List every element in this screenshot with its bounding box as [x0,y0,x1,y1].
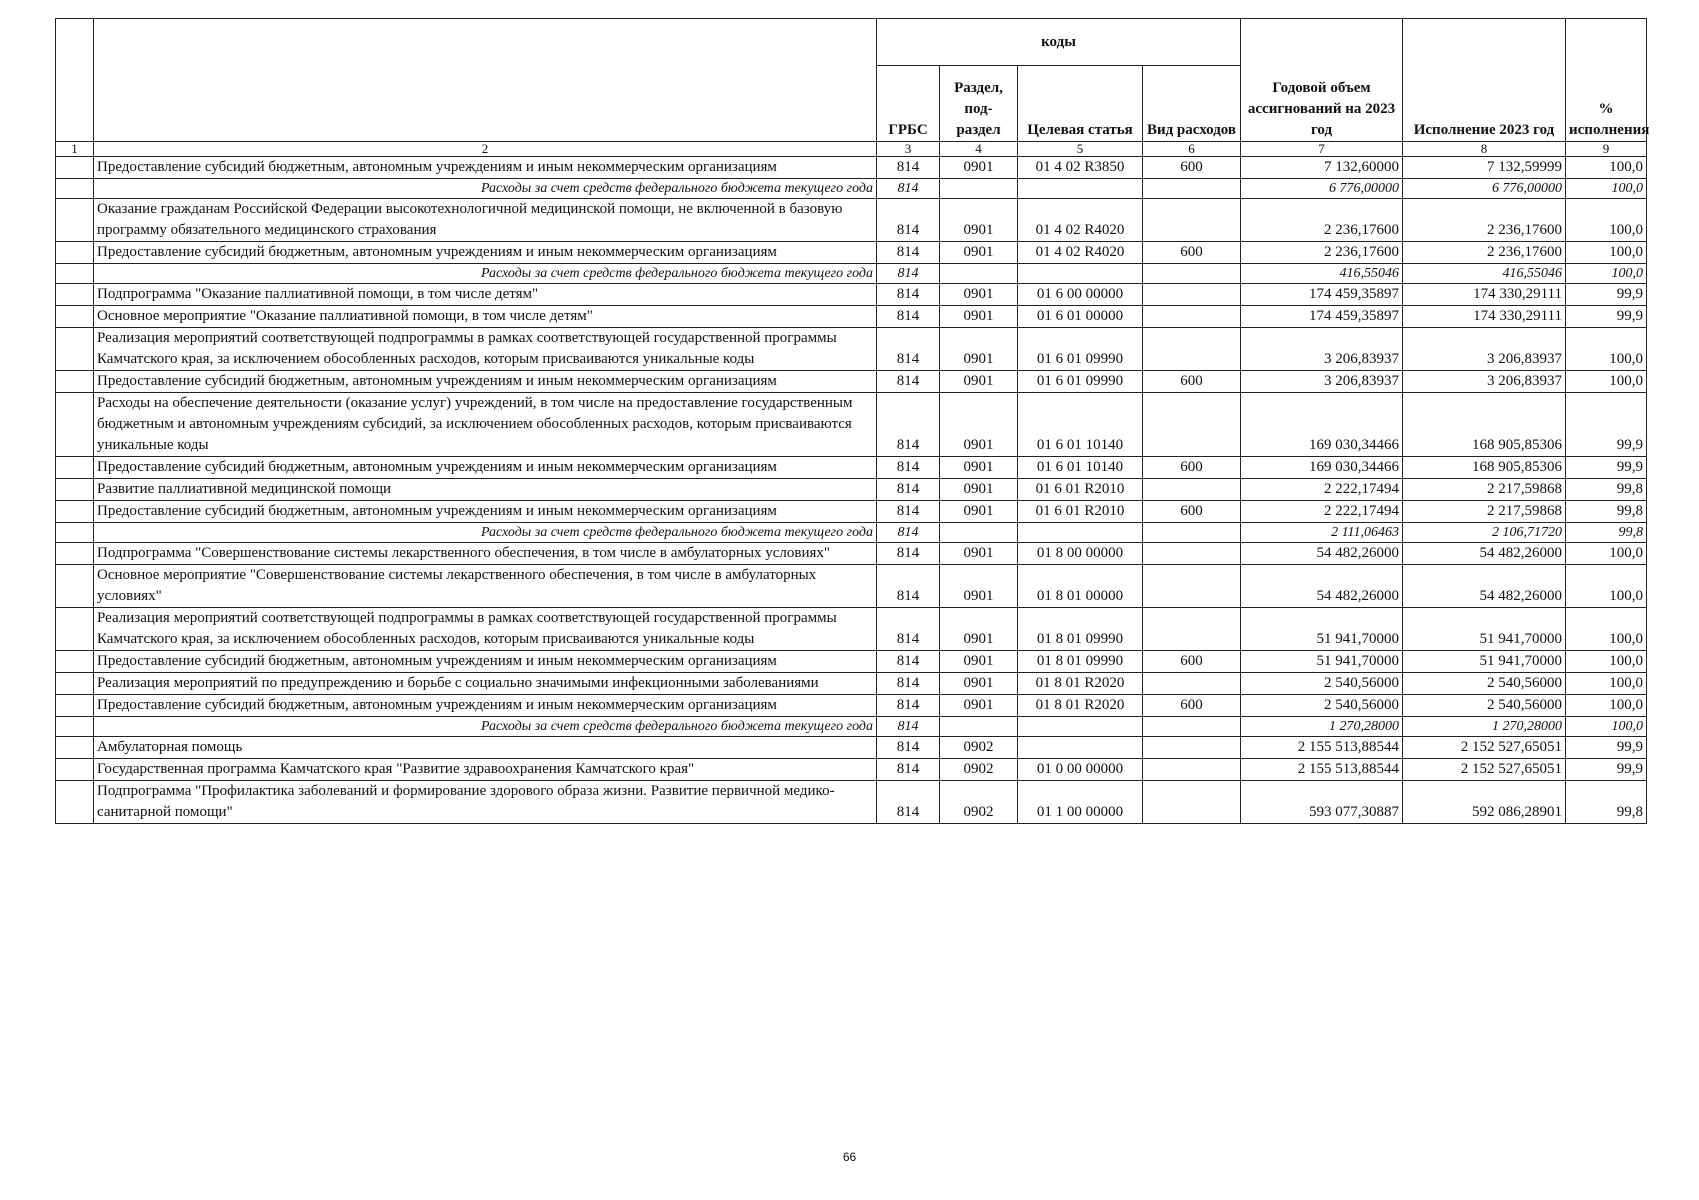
header-percent: % исполнения [1566,19,1647,142]
row-section: 0902 [940,759,1018,781]
row-number-cell [56,284,94,306]
row-number-cell [56,501,94,523]
row-percent: 100,0 [1566,157,1647,179]
row-target: 01 8 01 R2020 [1018,695,1143,717]
row-grbs: 814 [877,457,940,479]
row-target: 01 6 01 00000 [1018,306,1143,328]
table-row [56,651,1647,673]
column-number: 4 [940,142,1018,157]
header-target: Целевая статья [1018,66,1143,142]
row-percent: 99,8 [1566,523,1647,543]
row-number-cell [56,264,94,284]
row-grbs: 814 [877,371,940,393]
row-target: 01 4 02 R4020 [1018,242,1143,264]
row-name: Предоставление субсидий бюджетным, автономным учреждениям и иным некоммерческим организациям [94,501,877,523]
row-annual: 169 030,34466 [1241,457,1403,479]
row-section: 0902 [940,781,1018,824]
row-execution: 2 236,17600 [1403,242,1566,264]
row-percent: 100,0 [1566,608,1647,651]
row-section: 0901 [940,501,1018,523]
table-row [56,501,1647,523]
table-row [56,543,1647,565]
row-target [1018,523,1143,543]
row-annual: 51 941,70000 [1241,608,1403,651]
row-kind [1143,328,1241,371]
row-number-cell [56,199,94,242]
row-name: Расходы за счет средств федерального бюджета текущего года [94,179,877,199]
row-kind: 600 [1143,371,1241,393]
row-target: 01 4 02 R4020 [1018,199,1143,242]
row-name: Подпрограмма "Оказание паллиативной помощи, в том числе детям" [94,284,877,306]
row-name: Предоставление субсидий бюджетным, автономным учреждениям и иным некоммерческим организациям [94,457,877,479]
header-annual: Годовой объем ассигнований на 2023 год [1241,19,1403,142]
table-row [56,717,1647,737]
row-target: 01 8 01 09990 [1018,608,1143,651]
row-percent: 99,8 [1566,781,1647,824]
row-execution: 2 106,71720 [1403,523,1566,543]
row-percent: 99,8 [1566,501,1647,523]
row-name: Предоставление субсидий бюджетным, автономным учреждениям и иным некоммерческим организациям [94,651,877,673]
row-kind [1143,543,1241,565]
row-name: Основное мероприятие "Оказание паллиативной помощи, в том числе детям" [94,306,877,328]
row-section: 0901 [940,651,1018,673]
row-execution: 54 482,26000 [1403,565,1566,608]
row-kind [1143,393,1241,457]
row-execution: 1 270,28000 [1403,717,1566,737]
row-execution: 168 905,85306 [1403,457,1566,479]
row-annual: 51 941,70000 [1241,651,1403,673]
table-row [56,673,1647,695]
row-percent: 100,0 [1566,199,1647,242]
row-execution: 174 330,29111 [1403,284,1566,306]
row-name: Реализация мероприятий соответствующей подпрограммы в рамках соответствующей государственной программы Камчатского края, за исключением обособленных расходов, которым присваиваются уникальные коды [94,328,877,371]
row-section: 0901 [940,608,1018,651]
row-percent: 99,9 [1566,306,1647,328]
row-kind [1143,737,1241,759]
row-grbs: 814 [877,306,940,328]
row-number-cell [56,523,94,543]
row-number-cell [56,479,94,501]
row-kind [1143,479,1241,501]
row-annual: 7 132,60000 [1241,157,1403,179]
row-execution: 2 217,59868 [1403,479,1566,501]
row-target: 01 6 01 09990 [1018,328,1143,371]
row-grbs: 814 [877,157,940,179]
table-row [56,737,1647,759]
row-number-cell [56,651,94,673]
table-row [56,179,1647,199]
row-grbs: 814 [877,543,940,565]
row-annual: 416,55046 [1241,264,1403,284]
row-number-cell [56,179,94,199]
row-grbs: 814 [877,501,940,523]
row-grbs: 814 [877,565,940,608]
row-grbs: 814 [877,759,940,781]
row-execution: 592 086,28901 [1403,781,1566,824]
row-execution: 416,55046 [1403,264,1566,284]
table-row [56,781,1647,824]
row-annual: 3 206,83937 [1241,328,1403,371]
row-grbs: 814 [877,284,940,306]
row-annual: 2 155 513,88544 [1241,737,1403,759]
header-grbs: ГРБС [877,66,940,142]
row-kind: 600 [1143,695,1241,717]
table-row [56,264,1647,284]
row-grbs: 814 [877,199,940,242]
column-number-row [56,142,1647,157]
row-name: Государственная программа Камчатского края "Развитие здравоохранения Камчатского края" [94,759,877,781]
row-percent: 100,0 [1566,543,1647,565]
row-target: 01 6 01 R2010 [1018,501,1143,523]
row-number-cell [56,393,94,457]
row-section: 0901 [940,673,1018,695]
row-target: 01 0 00 00000 [1018,759,1143,781]
table-row [56,328,1647,371]
row-section: 0902 [940,737,1018,759]
row-target: 01 6 01 10140 [1018,393,1143,457]
column-number: 5 [1018,142,1143,157]
row-percent: 99,9 [1566,457,1647,479]
row-execution: 168 905,85306 [1403,393,1566,457]
row-annual: 2 222,17494 [1241,501,1403,523]
header-kind: Вид расходов [1143,66,1241,142]
row-percent: 100,0 [1566,264,1647,284]
row-kind [1143,284,1241,306]
row-target: 01 6 01 09990 [1018,371,1143,393]
row-name: Амбулаторная помощь [94,737,877,759]
row-target: 01 8 01 00000 [1018,565,1143,608]
row-kind [1143,199,1241,242]
row-annual: 169 030,34466 [1241,393,1403,457]
table-row [56,371,1647,393]
row-percent: 99,9 [1566,284,1647,306]
row-target [1018,264,1143,284]
row-annual: 1 270,28000 [1241,717,1403,737]
table-row [56,457,1647,479]
row-name: Подпрограмма "Профилактика заболеваний и формирование здорового образа жизни. Развитие первичной медико-санитарной помощи" [94,781,877,824]
row-annual: 2 540,56000 [1241,673,1403,695]
row-execution: 2 152 527,65051 [1403,737,1566,759]
table-row [56,306,1647,328]
row-execution: 174 330,29111 [1403,306,1566,328]
row-execution: 6 776,00000 [1403,179,1566,199]
row-percent: 100,0 [1566,328,1647,371]
row-number-cell [56,457,94,479]
row-target: 01 1 00 00000 [1018,781,1143,824]
row-section: 0901 [940,371,1018,393]
row-number-cell [56,608,94,651]
row-section [940,264,1018,284]
row-grbs: 814 [877,479,940,501]
row-kind [1143,717,1241,737]
row-name: Расходы за счет средств федерального бюджета текущего года [94,717,877,737]
row-target: 01 8 00 00000 [1018,543,1143,565]
row-section [940,523,1018,543]
row-kind [1143,608,1241,651]
table-row [56,608,1647,651]
row-kind: 600 [1143,457,1241,479]
row-execution: 7 132,59999 [1403,157,1566,179]
row-kind [1143,759,1241,781]
row-number-cell [56,543,94,565]
row-number-cell [56,737,94,759]
row-annual: 2 236,17600 [1241,242,1403,264]
row-number-cell [56,717,94,737]
row-percent: 99,9 [1566,393,1647,457]
row-number-cell [56,759,94,781]
row-annual: 2 222,17494 [1241,479,1403,501]
row-name: Реализация мероприятий по предупреждению и борьбе с социально значимыми инфекционными заболеваниями [94,673,877,695]
row-number-cell [56,242,94,264]
row-execution: 2 540,56000 [1403,695,1566,717]
row-section: 0901 [940,565,1018,608]
row-name: Расходы за счет средств федерального бюджета текущего года [94,264,877,284]
row-percent: 99,9 [1566,759,1647,781]
row-grbs: 814 [877,393,940,457]
row-section: 0901 [940,199,1018,242]
row-execution: 2 152 527,65051 [1403,759,1566,781]
row-name: Подпрограмма "Совершенствование системы лекарственного обеспечения, в том числе в амбулаторных условиях" [94,543,877,565]
row-grbs: 814 [877,717,940,737]
row-target [1018,717,1143,737]
row-section [940,179,1018,199]
row-section: 0901 [940,479,1018,501]
row-annual: 593 077,30887 [1241,781,1403,824]
row-execution: 51 941,70000 [1403,608,1566,651]
row-execution: 2 217,59868 [1403,501,1566,523]
row-name: Развитие паллиативной медицинской помощи [94,479,877,501]
row-section: 0901 [940,393,1018,457]
row-kind [1143,781,1241,824]
table-row [56,695,1647,717]
row-annual: 3 206,83937 [1241,371,1403,393]
row-annual: 2 155 513,88544 [1241,759,1403,781]
row-section: 0901 [940,306,1018,328]
row-annual: 2 111,06463 [1241,523,1403,543]
row-target: 01 6 01 R2010 [1018,479,1143,501]
row-name: Предоставление субсидий бюджетным, автономным учреждениям и иным некоммерческим организациям [94,371,877,393]
row-section: 0901 [940,457,1018,479]
row-percent: 99,9 [1566,737,1647,759]
row-percent: 100,0 [1566,695,1647,717]
header-codes: коды [877,19,1241,66]
row-section: 0901 [940,242,1018,264]
table-row [56,242,1647,264]
table-row [56,284,1647,306]
row-percent: 100,0 [1566,717,1647,737]
row-percent: 100,0 [1566,242,1647,264]
row-section [940,717,1018,737]
column-number: 9 [1566,142,1647,157]
table-row [56,393,1647,457]
page-number: 66 [842,1150,857,1164]
column-number: 1 [56,142,94,157]
row-grbs: 814 [877,608,940,651]
row-grbs: 814 [877,673,940,695]
row-execution: 54 482,26000 [1403,543,1566,565]
row-section: 0901 [940,695,1018,717]
row-execution: 3 206,83937 [1403,328,1566,371]
row-number-cell [56,328,94,371]
row-kind: 600 [1143,242,1241,264]
row-annual: 6 776,00000 [1241,179,1403,199]
row-grbs: 814 [877,737,940,759]
row-name: Предоставление субсидий бюджетным, автономным учреждениям и иным некоммерческим организациям [94,242,877,264]
column-number: 8 [1403,142,1566,157]
row-kind: 600 [1143,501,1241,523]
row-number-cell [56,371,94,393]
row-target: 01 8 01 09990 [1018,651,1143,673]
row-kind: 600 [1143,651,1241,673]
row-percent: 100,0 [1566,651,1647,673]
row-section: 0901 [940,284,1018,306]
row-execution: 2 236,17600 [1403,199,1566,242]
row-kind [1143,179,1241,199]
row-target [1018,737,1143,759]
row-kind [1143,264,1241,284]
budget-table [55,18,1650,824]
row-target: 01 4 02 R3850 [1018,157,1143,179]
row-grbs: 814 [877,523,940,543]
row-name: Предоставление субсидий бюджетным, автономным учреждениям и иным некоммерческим организациям [94,695,877,717]
column-number: 7 [1241,142,1403,157]
row-number-cell [56,695,94,717]
row-name: Основное мероприятие "Совершенствование системы лекарственного обеспечения, в том числе в амбулаторных условиях" [94,565,877,608]
table-body [56,157,1647,824]
row-target: 01 8 01 R2020 [1018,673,1143,695]
row-percent: 100,0 [1566,565,1647,608]
column-number: 2 [94,142,877,157]
table-row [56,199,1647,242]
row-number-cell [56,306,94,328]
row-name: Оказание гражданам Российской Федерации высокотехнологичной медицинской помощи, не включенной в базовую программу обязательного медицинского страхования [94,199,877,242]
row-percent: 100,0 [1566,673,1647,695]
row-percent: 99,8 [1566,479,1647,501]
row-percent: 100,0 [1566,179,1647,199]
row-name: Реализация мероприятий соответствующей подпрограммы в рамках соответствующей государственной программы Камчатского края, за исключением обособленных расходов, которым присваиваются уникальные коды [94,608,877,651]
row-number-cell [56,565,94,608]
row-grbs: 814 [877,695,940,717]
row-percent: 100,0 [1566,371,1647,393]
row-grbs: 814 [877,781,940,824]
column-number: 6 [1143,142,1241,157]
row-grbs: 814 [877,264,940,284]
row-grbs: 814 [877,651,940,673]
row-target: 01 6 00 00000 [1018,284,1143,306]
row-kind: 600 [1143,157,1241,179]
row-kind [1143,565,1241,608]
row-kind [1143,673,1241,695]
row-name: Расходы за счет средств федерального бюджета текущего года [94,523,877,543]
row-annual: 54 482,26000 [1241,565,1403,608]
row-kind [1143,523,1241,543]
row-target [1018,179,1143,199]
row-section: 0901 [940,328,1018,371]
header-section: Раздел, под-раздел [940,66,1018,142]
row-kind [1143,306,1241,328]
row-target: 01 6 01 10140 [1018,457,1143,479]
row-grbs: 814 [877,328,940,371]
table-row [56,565,1647,608]
table-row [56,157,1647,179]
column-number: 3 [877,142,940,157]
row-name: Расходы на обеспечение деятельности (оказание услуг) учреждений, в том числе на предоставление государственным бюджетным и автономным учреждениям субсидий, за исключением обособленных расходов, которым присваиваются уникальные коды [94,393,877,457]
header-cell-name [94,19,877,142]
row-name: Предоставление субсидий бюджетным, автономным учреждениям и иным некоммерческим организациям [94,157,877,179]
table-header [56,19,1650,157]
header-execution: Исполнение 2023 год [1403,19,1566,142]
row-number-cell [56,781,94,824]
table-row [56,759,1647,781]
header-cell-number [56,19,94,142]
row-number-cell [56,673,94,695]
row-execution: 51 941,70000 [1403,651,1566,673]
row-grbs: 814 [877,242,940,264]
row-execution: 3 206,83937 [1403,371,1566,393]
row-annual: 54 482,26000 [1241,543,1403,565]
row-section: 0901 [940,157,1018,179]
row-annual: 2 540,56000 [1241,695,1403,717]
row-section: 0901 [940,543,1018,565]
row-annual: 174 459,35897 [1241,284,1403,306]
row-grbs: 814 [877,179,940,199]
row-execution: 2 540,56000 [1403,673,1566,695]
row-annual: 2 236,17600 [1241,199,1403,242]
row-annual: 174 459,35897 [1241,306,1403,328]
table-row [56,479,1647,501]
table-row [56,523,1647,543]
row-number-cell [56,157,94,179]
